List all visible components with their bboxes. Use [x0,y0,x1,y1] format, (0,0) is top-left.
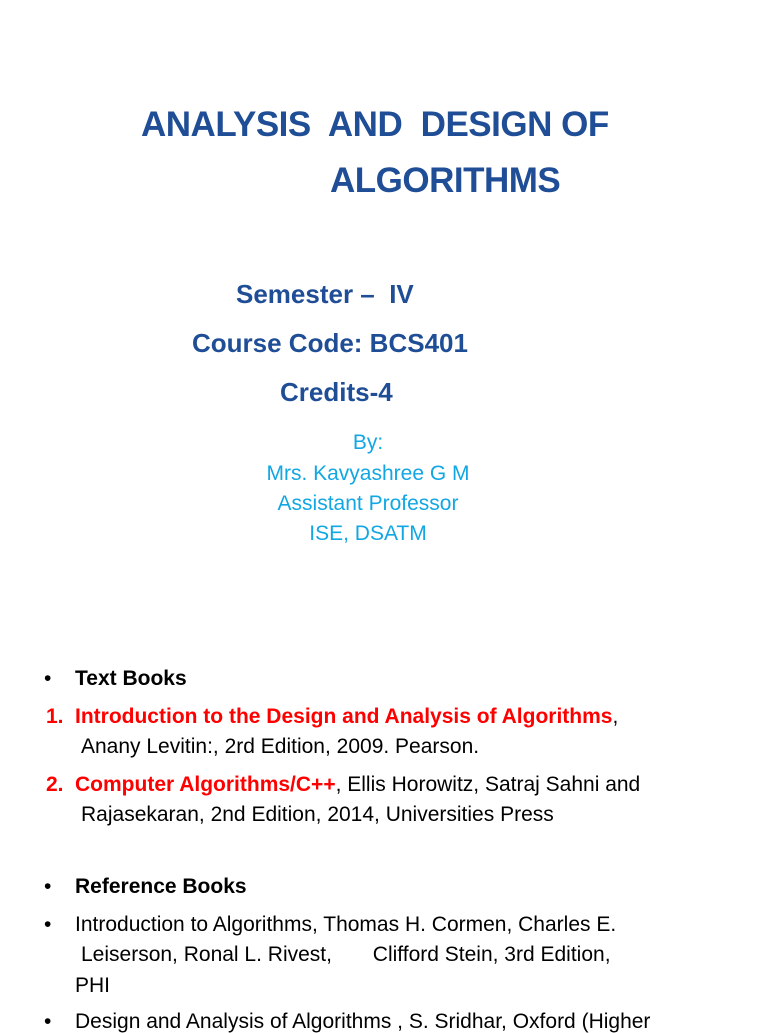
text-book-1-rest: , [612,705,619,728]
text-book-1-line-1 [75,706,618,727]
text-book-1-title: Introduction to the Design and Analysis of Algorithms [75,705,613,728]
reference-book-1-line-3: PHI [75,974,111,997]
course-code-label: Course Code: BCS401 [192,328,468,358]
reference-book-1-line-1: Introduction to Algorithms, Thomas H. Cormen, Charles E. [75,913,617,936]
bullet-icon: • [44,875,52,898]
bullet-icon: • [44,913,52,936]
text-book-2-line-2: Rajasekaran, 2nd Edition, 2014, Universities Press [81,803,554,826]
semester-label: Semester – IV [236,279,414,309]
reference-books-heading: Reference Books [75,875,247,898]
text-book-1-line-2: Anany Levitin:, 2rd Edition, 2009. Pearson. [81,735,480,758]
text-books-heading: Text Books [75,667,187,690]
text-book-2-rest: , Ellis Horowitz, Satraj Sahni and [335,773,641,796]
reference-book-2-line-1: Design and Analysis of Algorithms , S. Sridhar, Oxford (Higher [75,1010,651,1033]
text-book-2-number: 2. [46,773,64,796]
text-book-2-line-1 [75,774,640,795]
bullet-icon: • [44,667,52,690]
credits-label: Credits-4 [280,377,393,407]
author-department: ISE, DSATM [309,522,427,545]
title-line-2: ALGORITHMS [330,161,561,200]
text-books-heading-row [44,668,187,689]
author-by: By: [352,431,384,454]
text-book-2-title: Computer Algorithms/C++ [75,773,336,796]
title-line-1: ANALYSIS AND DESIGN OF [141,105,609,144]
reference-book-1-line-2: Leiserson, Ronal L. Rivest, Clifford Stein, 3rd Edition, [81,943,611,966]
author-name: Mrs. Kavyashree G M [266,462,470,485]
reference-book-2-row [44,1011,650,1032]
text-book-1-number: 1. [46,705,64,728]
author-designation: Assistant Professor [277,492,459,515]
reference-books-heading-row [44,876,247,897]
bullet-icon: • [44,1010,52,1033]
reference-book-1-row [44,914,616,935]
